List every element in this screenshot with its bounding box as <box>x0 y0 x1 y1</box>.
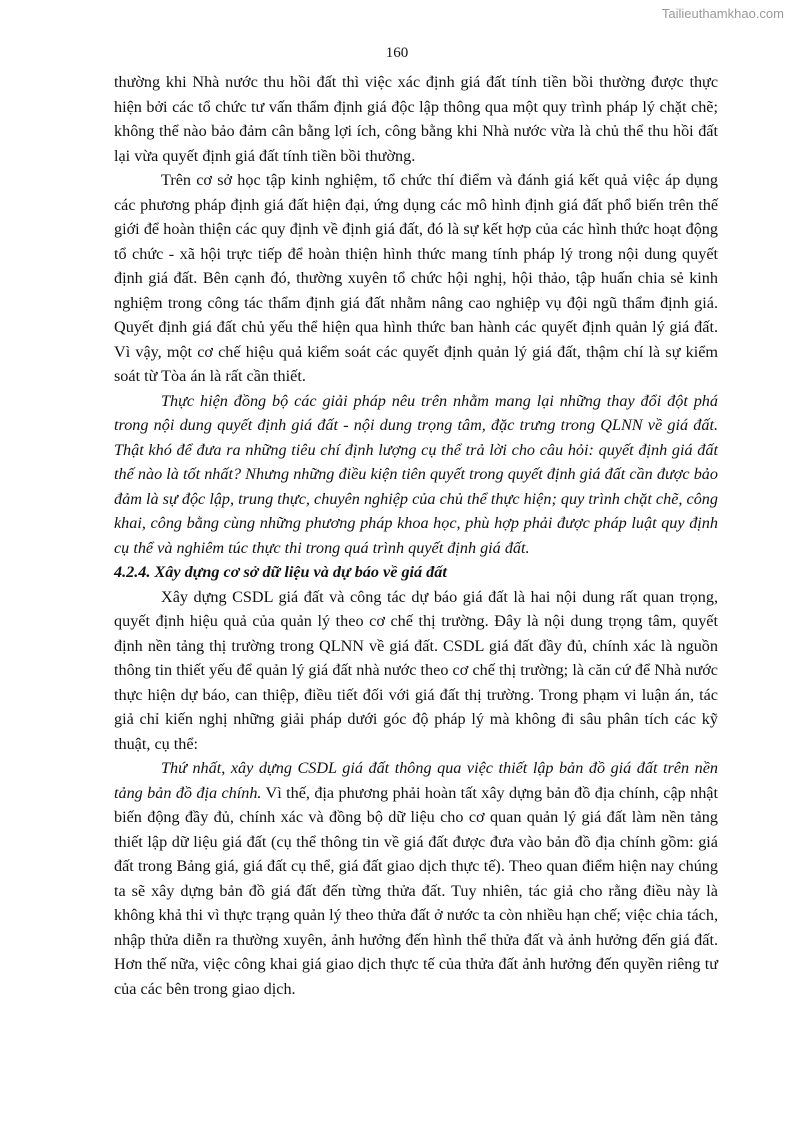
paragraph-5 <box>114 756 718 1001</box>
section-heading: 4.2.4. Xây dựng cơ sở dữ liệu và dự báo về giá đất <box>114 563 447 581</box>
paragraph-3: Thực hiện đồng bộ các giải pháp nêu trên nhằm mang lại những thay đổi đột phá trong nội dung quyết định giá đất - nội dung trọng tâm, đặc trưng trong QLNN về giá đất. Thật khó để đưa ra những tiêu chí định lượng cụ thể trả lời cho câu hỏi: quyết định giá đất thế nào là tốt nhất? Nhưng những điều kiện tiên quyết trong quyết định giá đất cần được bảo đảm là sự độc lập, trung thực, chuyên nghiệp của chủ thể thực hiện; quy trình chặt chẽ, công khai, công bằng cùng những phương pháp khoa học, phù hợp phải được pháp luật quy định cụ thể và nghiêm túc thực thi trong quá trình quyết định giá đất. <box>114 391 718 557</box>
paragraph-5-body: Vì thế, địa phương phải hoàn tất xây dựng bản đồ địa chính, cập nhật biến động đầy đủ, chính xác và đồng bộ dữ liệu cho cơ quan quản lý giá đất làm nền tảng thiết lập dữ liệu giá đất (cụ thể thông tin về giá đất được đưa vào bản đồ địa chính gồm: giá đất trong Bảng giá, giá đất cụ thể, giá đất giao dịch thực tế). Theo quan điểm hiện nay chúng ta sẽ xây dựng bản đồ giá đất đến từng thửa đất. Tuy nhiên, tác giả cho rằng điều này là không khả thi vì thực trạng quản lý theo thửa đất ở nước ta còn nhiều hạn chế; việc chia tách, nhập thửa diễn ra thường xuyên, ảnh hưởng đến hình thể thửa đất và ảnh hưởng đến giá đất. Hơn thế nữa, việc công khai giá giao dịch thực tế của thửa đất ảnh hưởng đến quyền riêng tư của các bên trong giao dịch. <box>114 783 718 998</box>
document-body <box>114 70 718 1001</box>
paragraph-5-lead: Thứ nhất, xây dựng CSDL giá đất thông qua việc thiết lập bản đồ giá đất trên nền tảng bản đồ địa chính. <box>114 759 718 802</box>
watermark-text: Tailieuthamkhao.com <box>661 6 784 21</box>
paragraph-2: Trên cơ sở học tập kinh nghiệm, tổ chức thí điểm và đánh giá kết quả việc áp dụng các phương pháp định giá đất hiện đại, ứng dụng các mô hình định giá đất phổ biến trên thế giới để hoàn thiện các quy định về định giá đất, đó là sự kết hợp của các hình thức hoạt động tổ chức - xã hội trực tiếp để hoàn thiện hình thức mang tính pháp lý trong nội dung quyết định giá đất. Bên cạnh đó, thường xuyên tổ chức hội nghị, hội thảo, tập huấn chia sẻ kinh nghiệm trong công tác thẩm định giá đất nhằm nâng cao nghiệp vụ đội ngũ thẩm định giá. Quyết định giá đất chủ yếu thể hiện qua hình thức ban hành các quyết định quản lý giá đất. Vì vậy, một cơ chế hiệu quả kiểm soát các quyết định quản lý giá đất, thậm chí là sự kiểm soát từ Tòa án là rất cần thiết. <box>114 171 718 385</box>
page-number: 160 <box>385 45 409 61</box>
paragraph-4: Xây dựng CSDL giá đất và công tác dự báo giá đất là hai nội dung rất quan trọng, quyết định hiệu quả của quản lý theo cơ chế thị trường. Đây là nội dung trọng tâm, quyết định nền tảng thị trường trong QLNN về giá đất. CSDL giá đất đầy đủ, chính xác là nguồn thông tin thiết yếu để quản lý giá đất nhà nước theo cơ chế thị trường; là căn cứ để Nhà nước thực hiện dự báo, can thiệp, điều tiết đối với giá đất thị trường. Trong phạm vi luận án, tác giả chỉ kiến nghị những giải pháp dưới góc độ pháp lý mà không đi sâu phân tích các kỹ thuật, cụ thể: <box>114 587 718 753</box>
paragraph-1: thường khi Nhà nước thu hồi đất thì việc xác định giá đất tính tiền bồi thường được thực hiện bởi các tổ chức tư vấn thẩm định giá độc lập thông qua một quy trình pháp lý chặt chẽ; không thể nào bảo đảm cân bằng lợi ích, công bằng khi Nhà nước vừa là chủ thể thu hồi đất lại vừa quyết định giá đất tính tiền bồi thường. <box>114 73 718 165</box>
